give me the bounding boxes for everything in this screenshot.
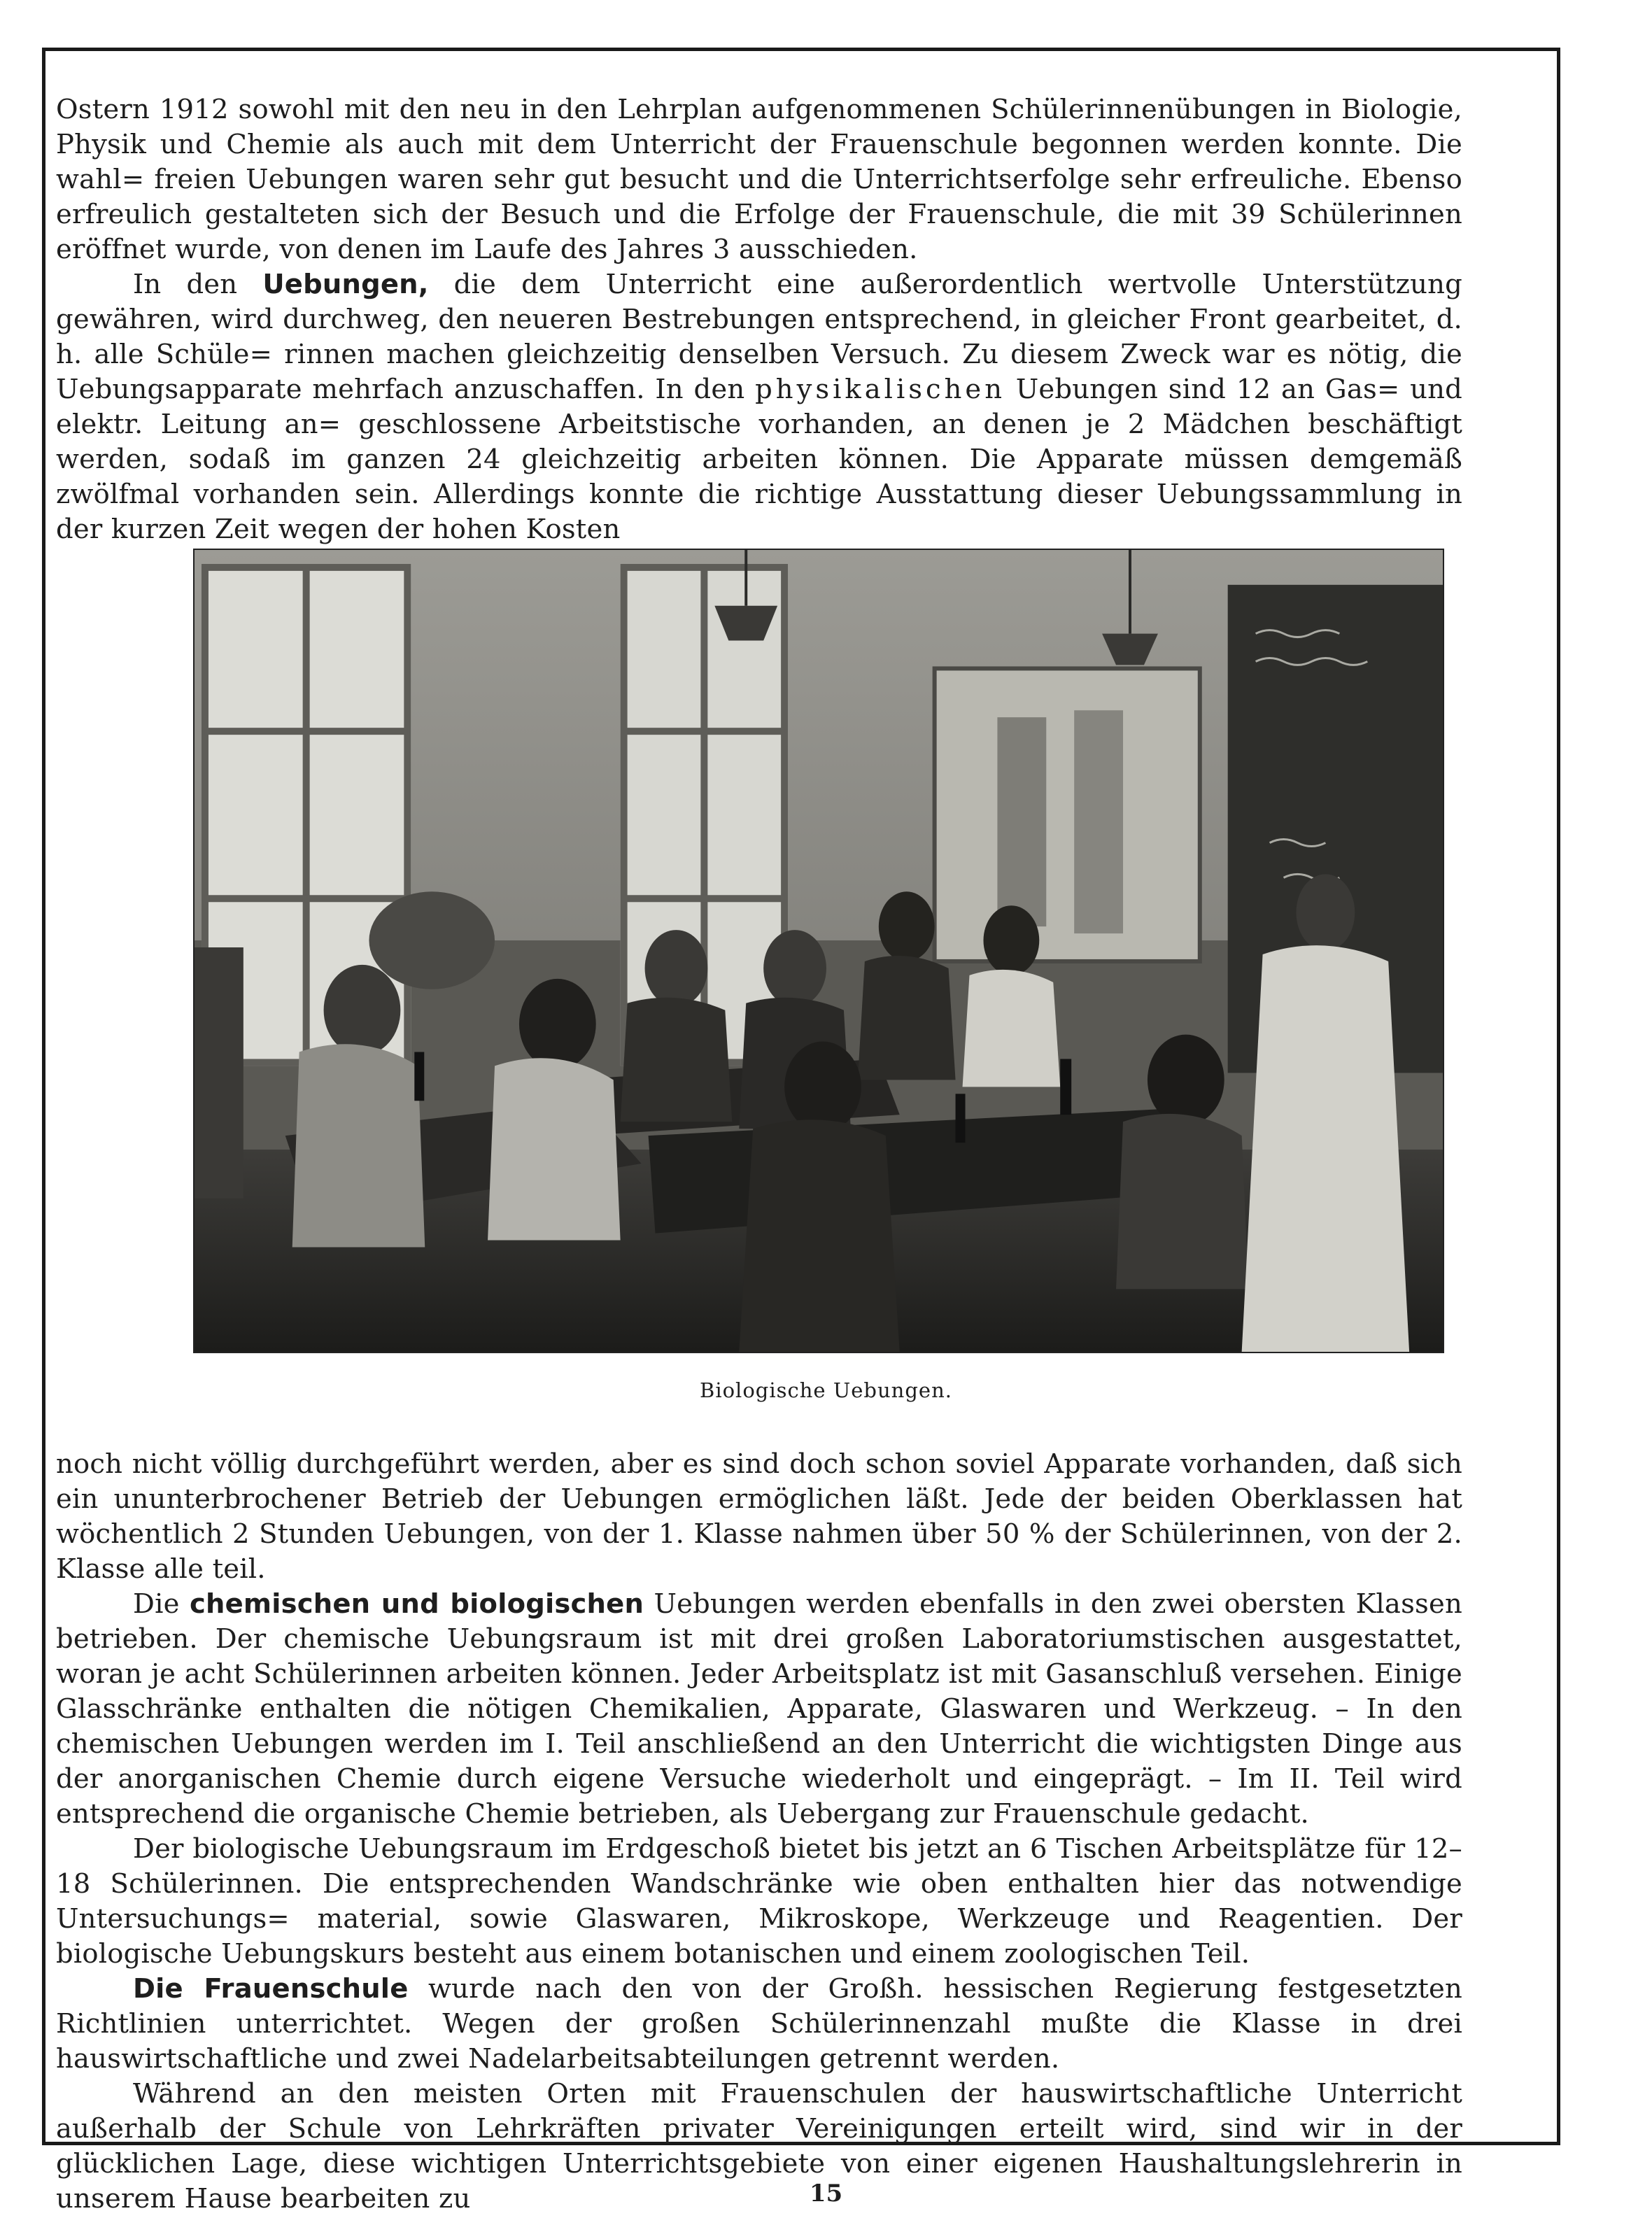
paragraph-biological-room: Der biologische Uebungsraum im Erdgeschoß bietet bis jetzt an 6 Tischen Arbeitsplätze für 12–18 Schülerinnen. Die entsprechenden Wandschränke wie oben enthalten hier das notwendige Untersuchungs= material, sowie Glaswaren, Mikroskope, Werkzeuge und Reagentien. Der biologische Uebungskurs besteht aus einem botanischen und einem zoologischen Teil.	[56, 1833, 1462, 1970]
paragraph-chemical-biological: Die chemischen und biologischen Uebungen werden ebenfalls in den zwei obersten Klassen betrieben. Der chemische Uebungsraum ist mit drei großen Laboratoriumstischen ausgestattet, woran je acht Schülerinnen arbeiten können. Jeder Arbeitsplatz ist mit Gasanschluß versehen. Einige Glasschränke enthalten die nötigen Chemikalien, Apparate, Glaswaren und Werkzeug. – In den chemischen Uebungen werden im I. Teil anschließend an den Unterricht die wichtigsten Dinge aus der anorganischen Chemie durch eigene Versuche wiederholt und eingeprägt. – Im II. Teil wird entsprechend die organische Chemie betrieben, als Uebergang zur Frauenschule gedacht.	[56, 1588, 1462, 1830]
spaced-physikalischen: physikalischen	[755, 374, 1005, 405]
bold-chemischen-biologischen: chemischen und biologischen	[189, 1588, 644, 1620]
bold-uebungen: Uebungen,	[262, 269, 429, 300]
paragraph-uebungen: In den Uebungen, die dem Unterricht eine außerordentlich wertvolle Unterstützung gewähren, wird durchweg, den neueren Bestrebungen entsprechend, in gleicher Front gearbeitet, d. h. alle Schüle= rinnen machen gleichzeitig denselben Versuch. Zu diesem Zweck war es nötig, die Uebungsapparate mehrfach anzuschaffen. In den physikalischen Uebungen sind 12 an Gas= und elektr. Leitung an= geschlossene Arbeitstische vorhanden, an denen je 2 Mädchen beschäftigt werden, sodaß im ganzen 24 gleichzeitig arbeiten können. Die Apparate müssen demgemäß zwölfmal vorhanden sein. Allerdings konnte die richtige Ausstattung dieser Uebungssammlung in der kurzen Zeit wegen der hohen Kosten	[56, 269, 1462, 545]
paragraph-frauenschule: Die Frauenschule wurde nach den von der Großh. hessischen Regierung festgesetzten Richtlinien unterrichtet. Wegen der großen Schülerinnenzahl mußte die Klasse in drei hauswirtschaftliche und zwei Nadelarbeitsabteilungen getrennt werden.	[56, 1973, 1462, 2075]
page-number: 15	[809, 2180, 843, 2208]
bottom-text-block	[56, 1447, 1462, 2217]
classroom-photo	[193, 549, 1444, 1353]
top-text-block	[56, 92, 1462, 547]
paragraph-haushaltung: Während an den meisten Orten mit Frauenschulen der hauswirtschaftliche Unterricht außerhalb der Schule von Lehrkräften privater Vereinigungen erteilt wird, sind wir in der glücklichen Lage, diese wichtigen Unterrichtsgebiete von einer eigenen Haushaltungslehrerin in unserem Hause bearbeiten zu	[56, 2078, 1462, 2215]
paragraph-continuation: noch nicht völlig durchgeführt werden, aber es sind doch schon soviel Apparate vorhanden, daß sich ein ununterbrochener Betrieb der Uebungen ermöglichen läßt. Jede der beiden Oberklassen hat wöchentlich 2 Stunden Uebungen, von der 1. Klasse nahmen über 50 % der Schülerinnen, von der 2. Klasse alle teil.	[56, 1448, 1462, 1585]
photo-caption: Biologische Uebungen.	[700, 1378, 952, 1402]
paragraph-intro: Ostern 1912 sowohl mit den neu in den Lehrplan aufgenommenen Schülerinnenübungen in Biologie, Physik und Chemie als auch mit dem Unterricht der Frauenschule begonnen werden konnte. Die wahl= freien Uebungen waren sehr gut besucht und die Unterrichtserfolge sehr erfreuliche. Ebenso erfreulich gestalteten sich der Besuch und die Erfolge der Frauenschule, die mit 39 Schülerinnen eröffnet wurde, von denen im Laufe des Jahres 3 ausschieden.	[56, 94, 1462, 265]
bold-frauenschule: Die Frauenschule	[133, 1973, 409, 2005]
